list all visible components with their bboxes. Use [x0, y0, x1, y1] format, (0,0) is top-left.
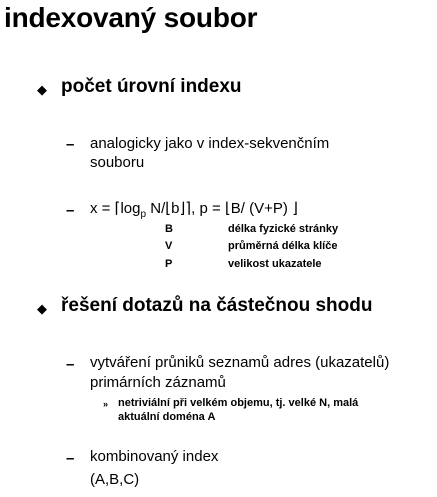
legend-symbol-b: B	[165, 223, 173, 235]
section-heading-levels: počet úrovní indexu	[61, 76, 242, 97]
legend-symbol-v: V	[165, 240, 173, 252]
formula-bvp: B/ (V+P)	[230, 200, 293, 217]
dash-bullet-icon: –	[66, 356, 75, 373]
legend-desc-b: délka fyzické stránky	[228, 223, 339, 235]
formula-lfloor2: ⌊	[224, 200, 231, 217]
formula-b: b	[171, 200, 180, 217]
formula-rfloor: ⌋	[179, 200, 186, 217]
legend-desc-p: velikost ukazatele	[228, 258, 322, 270]
formula-lfloor: ⌊	[165, 200, 172, 217]
diamond-bullet-icon: ◆	[37, 301, 47, 316]
legend-desc-v: průměrná délka klíče	[228, 240, 338, 252]
legend-symbol-p: P	[165, 258, 173, 270]
item-text-intersection-cont: primárních záznamů	[90, 374, 226, 391]
subitem-text-nontrivial: netriviální při velkém objemu, tj. velké N, malá	[118, 397, 359, 409]
subbullet-icon: »	[103, 399, 109, 409]
formula-rfloor2: ⌋	[292, 200, 298, 217]
formula-n: N/	[146, 200, 166, 217]
dash-bullet-icon: –	[66, 202, 75, 219]
slide-title: indexovaný soubor	[4, 2, 258, 33]
formula	[90, 199, 298, 220]
diamond-bullet-icon: ◆	[37, 82, 47, 97]
section-heading-partial-match: řešení dotazů na částečnou shodu	[61, 295, 373, 316]
formula-lceil: ⌈	[114, 200, 121, 217]
item-text-intersection: vytváření průniků seznamů adres (ukazatelů)	[90, 354, 390, 371]
formula-log: log	[120, 200, 141, 217]
formula-p: , p =	[191, 200, 225, 217]
item-text-combined-index: kombinovaný index	[90, 448, 219, 465]
dash-bullet-icon: –	[66, 450, 75, 467]
formula-x: x =	[90, 200, 115, 217]
item-text-combined-index-cont: (A,B,C)	[90, 471, 140, 488]
dash-bullet-icon: –	[66, 136, 75, 153]
item-text-analogy: analogicky jako v index-sekvenčním	[90, 135, 330, 152]
item-text-analogy-cont: souboru	[90, 154, 145, 171]
subitem-text-nontrivial-cont: aktuální doména A	[118, 411, 216, 423]
formula-log-base: p	[140, 209, 147, 220]
formula-rceil: ⌉	[185, 200, 192, 217]
